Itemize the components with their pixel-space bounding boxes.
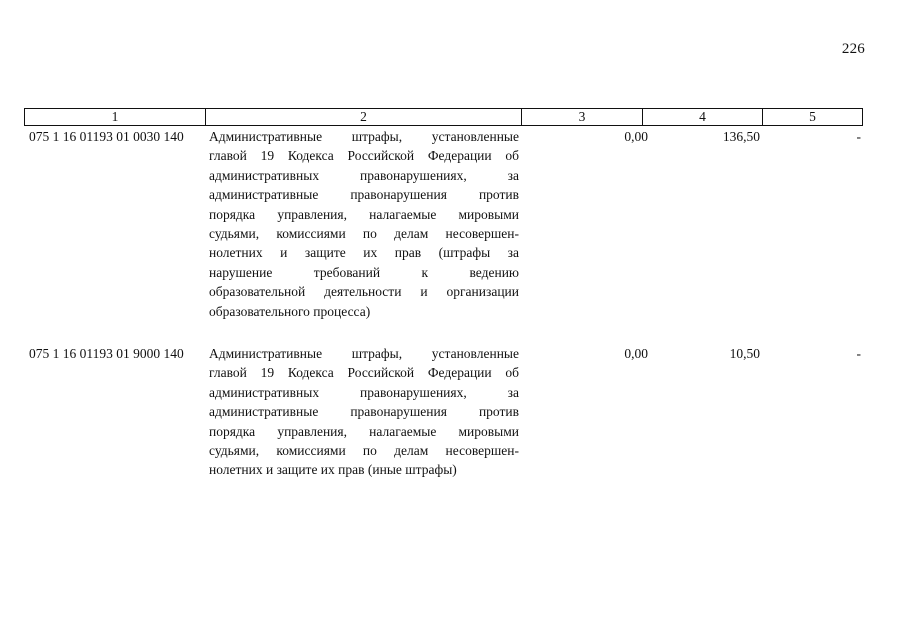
budget-code: 075 1 16 01193 01 9000 140: [29, 346, 184, 361]
header-col-3: 3: [522, 109, 643, 125]
description-line: судьями, комиссиями по делам несовершен-: [209, 443, 519, 459]
value-col-5: -: [856, 129, 861, 144]
description-line: Административные штрафы, установленные: [209, 346, 519, 361]
description-line: нолетних и защите их прав (иные штрафы): [209, 462, 457, 478]
table-header-row: [24, 108, 863, 126]
description-line: административных правонарушениях, за: [209, 384, 519, 400]
header-col-5: 5: [809, 109, 816, 124]
description-line: административные правонарушения против: [209, 404, 519, 420]
header-col-2: 2: [206, 109, 522, 125]
row-description: [209, 127, 519, 321]
header-col-4: 4: [643, 109, 763, 125]
budget-code: 075 1 16 01193 01 0030 140: [29, 129, 184, 144]
description-line: нарушение требований к ведению: [209, 264, 519, 280]
value-col-3: 0,00: [624, 346, 648, 361]
value-col-5: -: [856, 346, 861, 361]
value-col-4: 136,50: [722, 129, 760, 144]
description-line: нолетних и защите их прав (штрафы за: [209, 245, 519, 261]
description-line: главой 19 Кодекса Российской Федерации об: [209, 365, 519, 381]
description-line: Административные штрафы, установленные: [209, 129, 519, 144]
description-line: административные правонарушения против: [209, 187, 519, 203]
value-col-4: 10,50: [729, 346, 760, 361]
page-number: 226: [841, 41, 865, 57]
description-line: порядка управления, налагаемые мировыми: [209, 206, 519, 222]
description-line: главой 19 Кодекса Российской Федерации об: [209, 148, 519, 164]
description-line: образовательной деятельности и организации: [209, 284, 519, 300]
header-col-1: 1: [25, 109, 206, 125]
description-line: порядка управления, налагаемые мировыми: [209, 423, 519, 439]
description-line: административных правонарушениях, за: [209, 167, 519, 183]
description-line: образовательного процесса): [209, 303, 371, 319]
row-description: [209, 344, 519, 480]
value-col-3: 0,00: [624, 129, 648, 144]
description-line: судьями, комиссиями по делам несовершен-: [209, 226, 519, 242]
